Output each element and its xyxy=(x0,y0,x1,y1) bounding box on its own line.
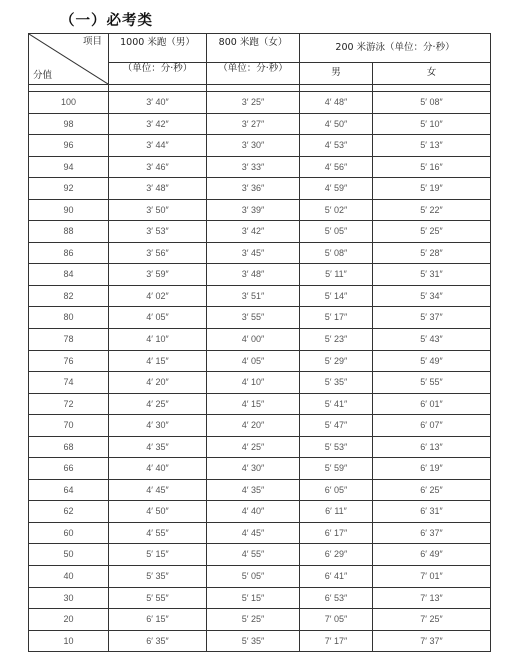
swim-male-cell: 6′ 17″ xyxy=(300,522,373,544)
swim-male-cell: 5′ 29″ xyxy=(300,350,373,372)
score-cell: 30 xyxy=(29,587,109,609)
run1000-cell: 3′ 44″ xyxy=(109,135,207,157)
score-cell: 74 xyxy=(29,372,109,394)
col-header-1000m xyxy=(109,34,207,63)
swim-male-cell: 7′ 17″ xyxy=(300,630,373,652)
swim-female-cell: 5′ 10″ xyxy=(373,113,491,135)
swim-male-cell: 5′ 05″ xyxy=(300,221,373,243)
scoring-table xyxy=(28,33,491,652)
table-row xyxy=(29,156,491,178)
score-cell: 60 xyxy=(29,522,109,544)
swim-male-cell: 6′ 05″ xyxy=(300,479,373,501)
run800-cell: 3′ 25″ xyxy=(207,92,300,114)
swim-female-cell: 6′ 37″ xyxy=(373,522,491,544)
table-row xyxy=(29,350,491,372)
run1000-cell: 4′ 05″ xyxy=(109,307,207,329)
swim-female-cell: 7′ 37″ xyxy=(373,630,491,652)
score-cell: 94 xyxy=(29,156,109,178)
run800-cell: 3′ 39″ xyxy=(207,199,300,221)
run800-cell: 4′ 15″ xyxy=(207,393,300,415)
run1000-cell: 3′ 42″ xyxy=(109,113,207,135)
table-row xyxy=(29,393,491,415)
run800-cell: 4′ 30″ xyxy=(207,458,300,480)
run1000-cell: 4′ 45″ xyxy=(109,479,207,501)
swim-male-cell: 5′ 11″ xyxy=(300,264,373,286)
swim-female-cell: 6′ 31″ xyxy=(373,501,491,523)
table-row xyxy=(29,501,491,523)
table-row xyxy=(29,329,491,351)
run800-cell: 5′ 05″ xyxy=(207,566,300,588)
table-row xyxy=(29,372,491,394)
swim-female-cell: 6′ 25″ xyxy=(373,479,491,501)
table-row xyxy=(29,285,491,307)
table-row xyxy=(29,415,491,437)
score-cell: 72 xyxy=(29,393,109,415)
run800-cell: 4′ 00″ xyxy=(207,329,300,351)
swim-female-cell: 5′ 08″ xyxy=(373,92,491,114)
score-cell: 92 xyxy=(29,178,109,200)
swim-female-cell: 5′ 37″ xyxy=(373,307,491,329)
run1000-cell: 3′ 56″ xyxy=(109,242,207,264)
table-row xyxy=(29,458,491,480)
col-header-1000m-title: 1000 米跑（男） xyxy=(120,37,195,48)
table-row xyxy=(29,199,491,221)
run800-cell: 3′ 42″ xyxy=(207,221,300,243)
score-cell: 70 xyxy=(29,415,109,437)
score-cell: 82 xyxy=(29,285,109,307)
swim-female-cell: 5′ 19″ xyxy=(373,178,491,200)
section-title: （一）必考类 xyxy=(60,12,153,29)
header-gap-row xyxy=(29,85,491,92)
swim-female-cell: 6′ 07″ xyxy=(373,415,491,437)
run1000-cell: 3′ 50″ xyxy=(109,199,207,221)
swim-male-cell: 5′ 47″ xyxy=(300,415,373,437)
run800-cell: 4′ 55″ xyxy=(207,544,300,566)
swim-male-cell: 5′ 14″ xyxy=(300,285,373,307)
score-cell: 98 xyxy=(29,113,109,135)
score-cell: 20 xyxy=(29,609,109,631)
score-cell: 68 xyxy=(29,436,109,458)
swim-male-cell: 5′ 17″ xyxy=(300,307,373,329)
run1000-cell: 4′ 15″ xyxy=(109,350,207,372)
run800-cell: 3′ 51″ xyxy=(207,285,300,307)
run1000-cell: 4′ 25″ xyxy=(109,393,207,415)
run1000-cell: 5′ 55″ xyxy=(109,587,207,609)
score-cell: 96 xyxy=(29,135,109,157)
score-cell: 84 xyxy=(29,264,109,286)
table-row xyxy=(29,479,491,501)
swim-male-cell: 4′ 56″ xyxy=(300,156,373,178)
score-cell: 10 xyxy=(29,630,109,652)
score-cell: 86 xyxy=(29,242,109,264)
score-cell: 88 xyxy=(29,221,109,243)
table-row xyxy=(29,544,491,566)
swim-female-cell: 6′ 01″ xyxy=(373,393,491,415)
run800-cell: 3′ 33″ xyxy=(207,156,300,178)
table-row xyxy=(29,92,491,114)
swim-male-cell: 6′ 41″ xyxy=(300,566,373,588)
swim-female-cell: 5′ 13″ xyxy=(373,135,491,157)
table-row xyxy=(29,609,491,631)
swim-male-cell: 5′ 41″ xyxy=(300,393,373,415)
run800-cell: 4′ 25″ xyxy=(207,436,300,458)
run800-cell: 3′ 55″ xyxy=(207,307,300,329)
swim-female-cell: 5′ 16″ xyxy=(373,156,491,178)
swim-male-cell: 6′ 53″ xyxy=(300,587,373,609)
score-cell: 78 xyxy=(29,329,109,351)
run1000-cell: 3′ 40″ xyxy=(109,92,207,114)
swim-female-cell: 5′ 49″ xyxy=(373,350,491,372)
table-row xyxy=(29,178,491,200)
item-label: 项目 xyxy=(82,36,102,47)
run800-cell: 5′ 25″ xyxy=(207,609,300,631)
table-row xyxy=(29,221,491,243)
run1000-cell: 3′ 46″ xyxy=(109,156,207,178)
swim-female-cell: 6′ 13″ xyxy=(373,436,491,458)
swim-female-cell: 7′ 25″ xyxy=(373,609,491,631)
run1000-cell: 6′ 35″ xyxy=(109,630,207,652)
swim-male-cell: 6′ 29″ xyxy=(300,544,373,566)
swim-female-cell: 5′ 43″ xyxy=(373,329,491,351)
score-cell: 90 xyxy=(29,199,109,221)
run800-cell: 4′ 35″ xyxy=(207,479,300,501)
col-header-800m-title: 800 米跑（女） xyxy=(218,37,288,48)
swim-male-cell: 5′ 53″ xyxy=(300,436,373,458)
swim-female-cell: 7′ 13″ xyxy=(373,587,491,609)
run1000-cell: 5′ 35″ xyxy=(109,566,207,588)
table-row xyxy=(29,264,491,286)
run1000-cell: 4′ 40″ xyxy=(109,458,207,480)
run1000-cell: 6′ 15″ xyxy=(109,609,207,631)
swim-male-cell: 4′ 50″ xyxy=(300,113,373,135)
run1000-cell: 4′ 20″ xyxy=(109,372,207,394)
col-header-800m-unit: （单位：分·秒） xyxy=(207,62,300,84)
run800-cell: 3′ 48″ xyxy=(207,264,300,286)
run1000-cell: 3′ 48″ xyxy=(109,178,207,200)
table-row xyxy=(29,307,491,329)
swim-female-cell: 5′ 28″ xyxy=(373,242,491,264)
run800-cell: 3′ 30″ xyxy=(207,135,300,157)
score-label: 分值 xyxy=(33,70,53,81)
run1000-cell: 4′ 35″ xyxy=(109,436,207,458)
run800-cell: 5′ 15″ xyxy=(207,587,300,609)
table-row xyxy=(29,587,491,609)
run1000-cell: 5′ 15″ xyxy=(109,544,207,566)
swim-female-cell: 5′ 25″ xyxy=(373,221,491,243)
table-row xyxy=(29,566,491,588)
swim-female-cell: 5′ 55″ xyxy=(373,372,491,394)
swim-female-cell: 6′ 49″ xyxy=(373,544,491,566)
col-header-swim-female: 女 xyxy=(373,62,491,84)
score-cell: 80 xyxy=(29,307,109,329)
swim-female-cell: 6′ 19″ xyxy=(373,458,491,480)
score-cell: 62 xyxy=(29,501,109,523)
score-cell: 40 xyxy=(29,566,109,588)
run800-cell: 4′ 40″ xyxy=(207,501,300,523)
table-row xyxy=(29,630,491,652)
swim-female-cell: 5′ 22″ xyxy=(373,199,491,221)
table-row xyxy=(29,113,491,135)
col-header-swim-male: 男 xyxy=(300,62,373,84)
run1000-cell: 3′ 59″ xyxy=(109,264,207,286)
score-cell: 76 xyxy=(29,350,109,372)
col-header-800m xyxy=(207,34,300,63)
score-cell: 100 xyxy=(29,92,109,114)
swim-male-cell: 7′ 05″ xyxy=(300,609,373,631)
swim-male-cell: 5′ 08″ xyxy=(300,242,373,264)
run800-cell: 3′ 45″ xyxy=(207,242,300,264)
diagonal-header-cell xyxy=(29,34,109,85)
run800-cell: 4′ 45″ xyxy=(207,522,300,544)
table-row xyxy=(29,522,491,544)
swim-male-cell: 6′ 11″ xyxy=(300,501,373,523)
run800-cell: 3′ 27″ xyxy=(207,113,300,135)
table-row xyxy=(29,135,491,157)
score-cell: 50 xyxy=(29,544,109,566)
run1000-cell: 4′ 10″ xyxy=(109,329,207,351)
swim-female-cell: 7′ 01″ xyxy=(373,566,491,588)
run800-cell: 4′ 20″ xyxy=(207,415,300,437)
run800-cell: 3′ 36″ xyxy=(207,178,300,200)
score-cell: 64 xyxy=(29,479,109,501)
run1000-cell: 4′ 02″ xyxy=(109,285,207,307)
swim-female-cell: 5′ 31″ xyxy=(373,264,491,286)
run800-cell: 5′ 35″ xyxy=(207,630,300,652)
swim-male-cell: 5′ 35″ xyxy=(300,372,373,394)
run1000-cell: 4′ 55″ xyxy=(109,522,207,544)
table-row xyxy=(29,436,491,458)
table-row xyxy=(29,242,491,264)
swim-female-cell: 5′ 34″ xyxy=(373,285,491,307)
col-header-swim: 200 米游泳（单位：分·秒） xyxy=(300,34,491,63)
swim-male-cell: 5′ 59″ xyxy=(300,458,373,480)
swim-male-cell: 4′ 53″ xyxy=(300,135,373,157)
swim-male-cell: 4′ 48″ xyxy=(300,92,373,114)
swim-male-cell: 5′ 02″ xyxy=(300,199,373,221)
run800-cell: 4′ 10″ xyxy=(207,372,300,394)
run800-cell: 4′ 05″ xyxy=(207,350,300,372)
run1000-cell: 3′ 53″ xyxy=(109,221,207,243)
score-cell: 66 xyxy=(29,458,109,480)
swim-male-cell: 4′ 59″ xyxy=(300,178,373,200)
run1000-cell: 4′ 30″ xyxy=(109,415,207,437)
swim-male-cell: 5′ 23″ xyxy=(300,329,373,351)
run1000-cell: 4′ 50″ xyxy=(109,501,207,523)
col-header-1000m-unit: （单位：分·秒） xyxy=(109,62,207,84)
